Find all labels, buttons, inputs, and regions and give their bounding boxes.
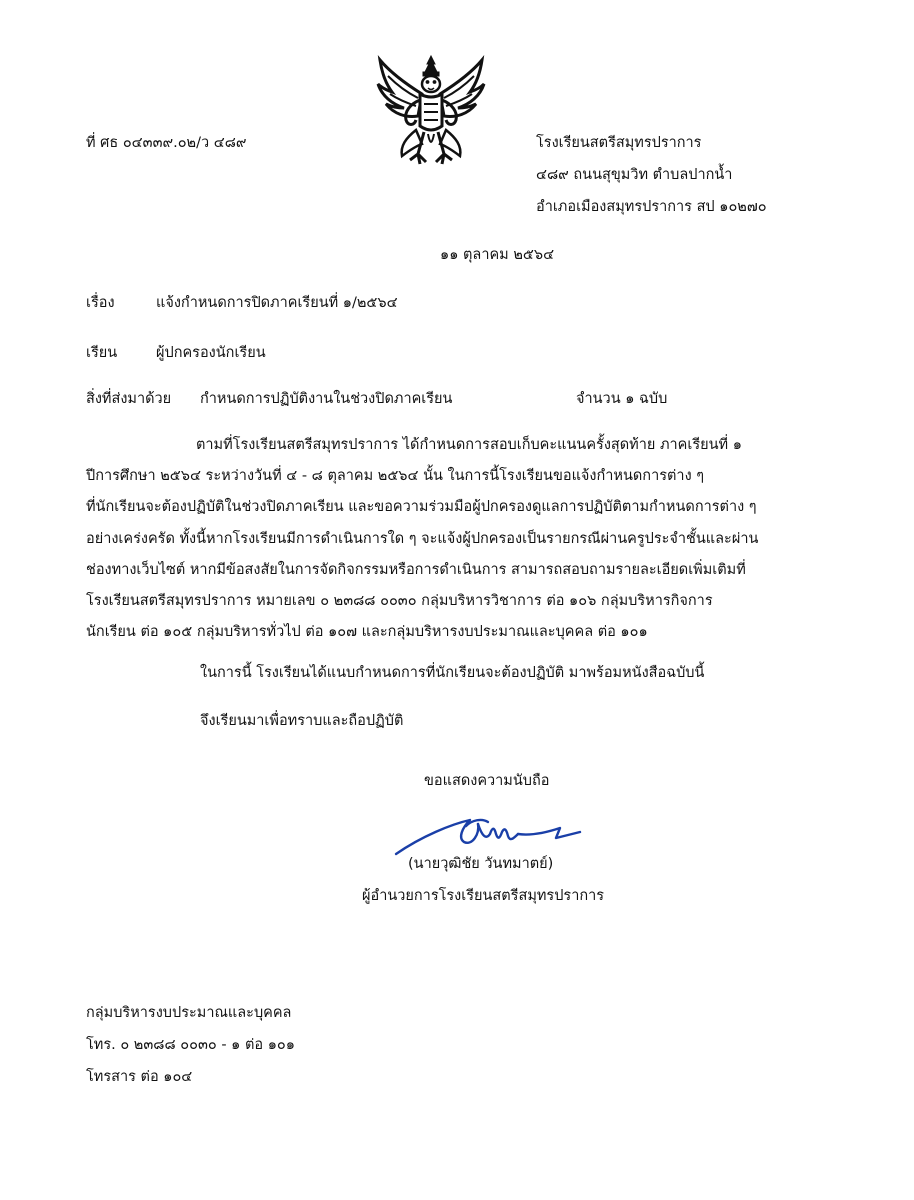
garuda-emblem-icon bbox=[376, 54, 486, 172]
subject-label: เรื่อง bbox=[86, 295, 115, 311]
sender-name: โรงเรียนสตรีสมุทรปราการ bbox=[536, 135, 702, 151]
enclosure-quantity: จำนวน ๑ ฉบับ bbox=[576, 391, 668, 407]
salutation-label: เรียน bbox=[86, 345, 118, 361]
body-line: ปีการศึกษา ๒๕๖๔ ระหว่างวันที่ ๔ - ๘ ตุลาคม ๒๕๖๔ นั้น ในการนี้โรงเรียนขอแจ้งกำหนดการต่าง ๆ bbox=[86, 468, 705, 485]
signer-name: (นายวุฒิชัย วันทมาตย์) bbox=[408, 856, 554, 872]
body-line: นักเรียน ต่อ ๑๐๕ กลุ่มบริหารทั่วไป ต่อ ๑๐๗ และกลุ่มบริหารงบประมาณและบุคคล ต่อ ๑๐๑ bbox=[86, 624, 648, 641]
contact-department: กลุ่มบริหารงบประมาณและบุคคล bbox=[86, 1005, 292, 1021]
contact-phone: โทร. ๐ ๒๓๘๘ ๐๐๓๐ - ๑ ต่อ ๑๐๑ bbox=[86, 1037, 295, 1053]
body-line: โรงเรียนสตรีสมุทรปราการ หมายเลข ๐ ๒๓๘๘ ๐๐๓๐ กลุ่มบริหารวิชาการ ต่อ ๑๐๖ กลุ่มบริหารกิจการ bbox=[86, 593, 713, 610]
enclosure-label: สิ่งที่ส่งมาด้วย bbox=[86, 391, 172, 407]
body-line: ตามที่โรงเรียนสตรีสมุทรปราการ ได้กำหนดการสอบเก็บคะแนนครั้งสุดท้าย ภาคเรียนที่ ๑ bbox=[196, 437, 742, 453]
body-paragraph-closing-request: จึงเรียนมาเพื่อทราบและถือปฏิบัติ bbox=[200, 713, 404, 729]
contact-fax: โทรสาร ต่อ ๑๐๔ bbox=[86, 1069, 193, 1085]
enclosure-text: กำหนดการปฏิบัติงานในช่วงปิดภาคเรียน bbox=[200, 391, 453, 407]
sender-address-line: ๔๘๙ ถนนสุขุมวิท ตำบลปากน้ำ bbox=[536, 167, 733, 183]
letter-date: ๑๑ ตุลาคม ๒๕๖๔ bbox=[440, 247, 555, 263]
body-line: ช่องทางเว็บไซต์ หากมีข้อสงสัยในการจัดกิจกรรมหรือการดำเนินการ สามารถสอบถามรายละเอียดเพิ่มเติมที่ bbox=[86, 561, 746, 578]
body-paragraph bbox=[86, 430, 826, 648]
reference-number: ที่ ศธ ๐๔๓๓๙.๐๒/ว ๔๘๙ bbox=[86, 135, 247, 151]
body-line: ที่นักเรียนจะต้องปฏิบัติในช่วงปิดภาคเรียน และขอความร่วมมือผู้ปกครองดูแลการปฏิบัติตามกำหนดการต่าง ๆ bbox=[86, 499, 757, 516]
body-paragraph-enclosure-note: ในการนี้ โรงเรียนได้แนบกำหนดการที่นักเรียนจะต้องปฏิบัติ มาพร้อมหนังสือฉบับนี้ bbox=[200, 665, 705, 681]
recipient-text: ผู้ปกครองนักเรียน bbox=[156, 345, 266, 361]
sender-address-line: อำเภอเมืองสมุทรปราการ สป ๑๐๒๗๐ bbox=[536, 199, 767, 215]
signer-position: ผู้อำนวยการโรงเรียนสตรีสมุทรปราการ bbox=[362, 888, 605, 904]
closing-phrase: ขอแสดงความนับถือ bbox=[424, 773, 550, 789]
subject-text: แจ้งกำหนดการปิดภาคเรียนที่ ๑/๒๕๖๔ bbox=[156, 295, 398, 311]
body-line: อย่างเคร่งครัด ทั้งนี้หากโรงเรียนมีการดำเนินการใด ๆ จะแจ้งผู้ปกครองเป็นรายกรณีผ่านครูประจำชั้นและผ่าน bbox=[86, 530, 759, 547]
